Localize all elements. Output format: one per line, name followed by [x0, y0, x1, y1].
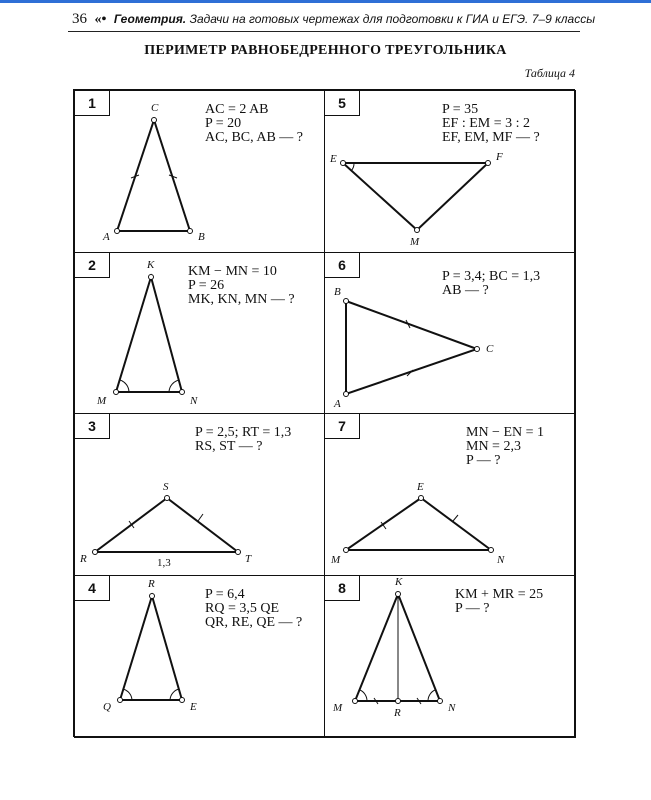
triangle-figure — [325, 253, 577, 415]
triangle-figure — [75, 91, 326, 254]
book-subtitle: Задачи на готовых чертежах для подготовки к ГИА и ЕГЭ. 7–9 классы — [189, 12, 596, 26]
vertex-label: E — [417, 481, 424, 493]
condition-line: MN − EN = 1 — [466, 425, 545, 440]
problem-table — [73, 89, 575, 737]
problem-number: 7 — [325, 414, 360, 439]
vertex-label: R — [394, 707, 401, 719]
vertex-label: C — [151, 102, 159, 114]
vertex-label: E — [190, 701, 197, 713]
problem-number: 5 — [325, 91, 360, 116]
condition-line: KM + MR = 25 — [455, 587, 544, 602]
header-mark: «• — [94, 12, 107, 27]
problem-cell-1 — [74, 90, 325, 253]
vertex-label: A — [334, 398, 341, 410]
vertex-label: M — [97, 395, 107, 407]
header-rule — [68, 31, 580, 32]
vertex-label: R — [80, 553, 87, 565]
triangle-figure — [325, 414, 577, 577]
vertex-label: N — [497, 554, 505, 566]
problem-cell-6 — [324, 252, 576, 414]
vertex-label: Q — [103, 701, 111, 713]
triangle-figure — [75, 253, 326, 415]
condition-line: P — ? — [455, 601, 490, 616]
book-title: Геометрия. — [113, 12, 187, 26]
problem-number: 6 — [325, 253, 360, 278]
page — [0, 3, 651, 800]
condition-line: P — ? — [466, 453, 501, 468]
side-length-label: 1,3 — [157, 557, 171, 569]
problem-cell-4 — [74, 575, 325, 738]
condition-line: RS, ST — ? — [195, 439, 263, 454]
vertex-label: K — [395, 576, 403, 588]
triangle-figure — [75, 576, 326, 739]
vertex-label: B — [334, 286, 341, 298]
vertex-label: M — [333, 702, 343, 714]
condition-line: KM − MN = 10 — [188, 264, 277, 279]
triangle-figure — [325, 91, 577, 254]
triangle-figure — [325, 576, 577, 739]
condition-line: MK, KN, MN — ? — [188, 292, 295, 307]
vertex-label: B — [198, 231, 205, 243]
vertex-label: N — [190, 395, 198, 407]
problem-number: 8 — [325, 576, 360, 601]
vertex-label: F — [496, 151, 503, 163]
vertex-label: R — [148, 578, 155, 590]
table-label: Таблица 4 — [524, 66, 575, 80]
vertex-label: T — [245, 553, 252, 565]
condition-line: P = 2,5; RT = 1,3 — [195, 425, 292, 440]
condition-line: AC = 2 AB — [205, 102, 269, 117]
problem-cell-5 — [324, 90, 576, 253]
vertex-label: M — [410, 236, 420, 248]
condition-line: RQ = 3,5 QE — [205, 601, 280, 616]
condition-line: P = 6,4 — [205, 587, 245, 602]
problem-number: 3 — [75, 414, 110, 439]
vertex-label: A — [103, 231, 110, 243]
condition-line: AC, BC, AB — ? — [205, 130, 304, 145]
vertex-label: E — [330, 153, 337, 165]
vertex-label: K — [147, 259, 155, 271]
problem-number: 4 — [75, 576, 110, 601]
problem-cell-2 — [74, 252, 325, 414]
page-number: 36 — [72, 11, 87, 27]
running-header — [72, 11, 595, 28]
condition-line: P = 26 — [188, 278, 225, 293]
problem-number: 2 — [75, 253, 110, 278]
condition-line: P = 20 — [205, 116, 242, 131]
vertex-label: N — [448, 702, 456, 714]
condition-line: P = 35 — [442, 102, 479, 117]
vertex-label: M — [331, 554, 341, 566]
problem-number: 1 — [75, 91, 110, 116]
problem-cell-7 — [324, 413, 576, 576]
problem-cell-3 — [74, 413, 325, 576]
condition-line: QR, RE, QE — ? — [205, 615, 303, 630]
condition-line: EF, EM, MF — ? — [442, 130, 540, 145]
vertex-label: C — [486, 343, 494, 355]
condition-line: AB — ? — [442, 283, 489, 298]
condition-line: EF : EM = 3 : 2 — [442, 116, 531, 131]
condition-line: MN = 2,3 — [466, 439, 521, 454]
condition-line: P = 3,4; BC = 1,3 — [442, 269, 541, 284]
triangle-figure — [75, 414, 326, 577]
vertex-label: S — [163, 481, 169, 493]
page-title: ПЕРИМЕТР РАВНОБЕДРЕННОГО ТРЕУГОЛЬНИКА — [144, 43, 507, 58]
problem-cell-8 — [324, 575, 576, 738]
